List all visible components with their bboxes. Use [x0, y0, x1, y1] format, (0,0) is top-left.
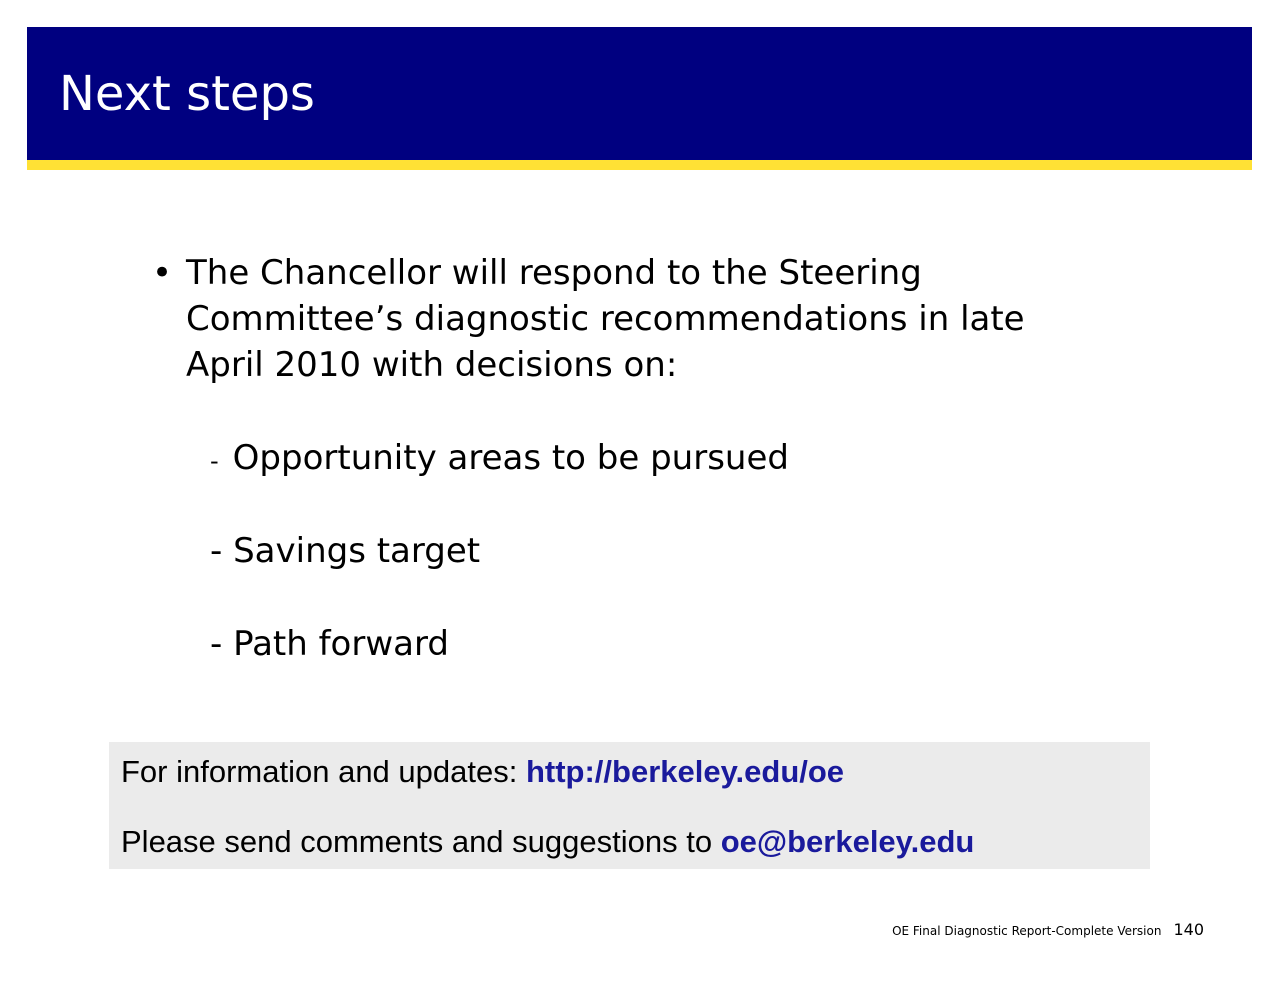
sub-item-savings-target: [210, 528, 480, 574]
title-underline-rule: [27, 160, 1252, 170]
dash-icon: -: [210, 447, 219, 475]
sub-item-label: Savings target: [233, 531, 481, 571]
main-bullet-text: The Chancellor will respond to the Steering Committee’s diagnostic recommendations in late April 2010 with decisions on:: [186, 253, 1025, 385]
slide-title: Next steps: [59, 66, 315, 122]
sub-item-opportunity-areas: [210, 435, 789, 484]
footer-report-label: OE Final Diagnostic Report-Complete Version: [892, 924, 1162, 938]
website-link[interactable]: http://berkeley.edu/oe: [525, 754, 845, 789]
info-updates-label: For information and updates:: [121, 754, 526, 789]
footer: [892, 920, 1204, 939]
page-number: 140: [1173, 920, 1204, 939]
dash-icon: -: [210, 531, 223, 571]
info-line-updates: [121, 752, 844, 792]
sub-item-label: Path forward: [233, 624, 449, 664]
email-link[interactable]: oe@berkeley.edu: [720, 824, 975, 859]
sub-item-path-forward: [210, 621, 449, 667]
dash-icon: -: [210, 624, 223, 664]
info-comments-label: Please send comments and suggestions to: [121, 824, 721, 859]
title-bar: [27, 27, 1252, 160]
sub-item-label: Opportunity areas to be pursued: [232, 438, 789, 478]
info-line-comments: [121, 822, 974, 862]
info-box: [109, 742, 1150, 869]
bullet-icon: •: [152, 253, 173, 293]
